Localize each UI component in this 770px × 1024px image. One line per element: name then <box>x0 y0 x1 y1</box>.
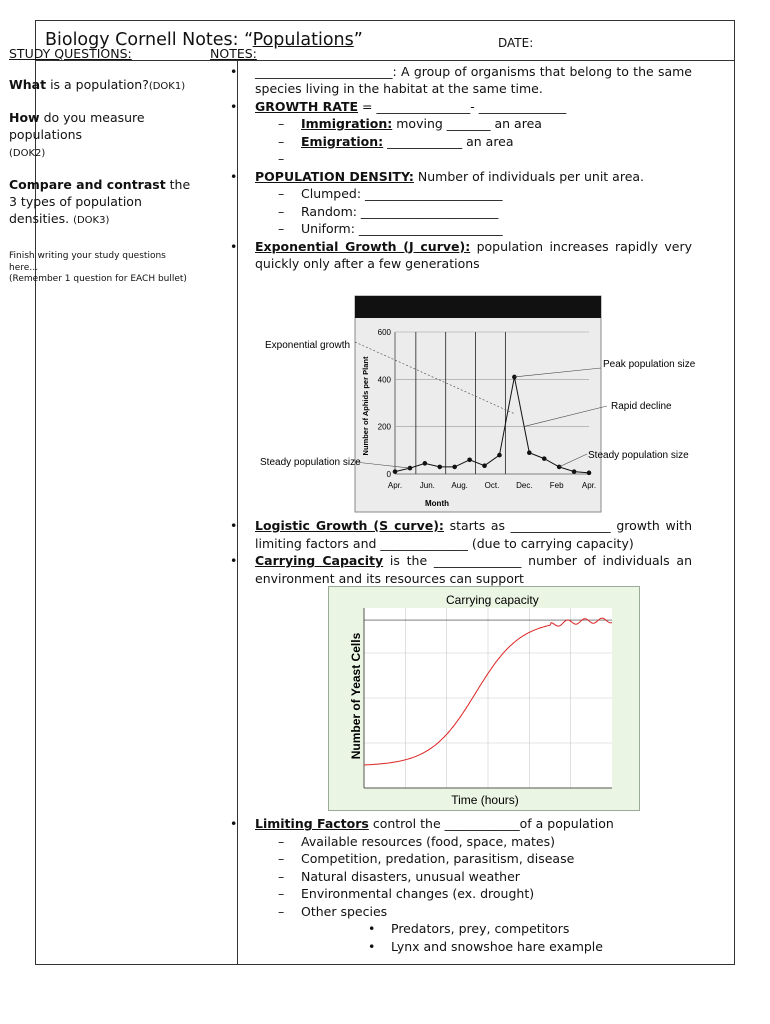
chart1-panel <box>355 296 601 512</box>
chart1-xlabel: Month <box>425 499 449 508</box>
note-immigration: – Immigration: moving _______ an area <box>255 115 692 133</box>
limiting-factor-item: – Available resources (food, space, mates) <box>255 833 692 851</box>
topic-title: Populations <box>252 30 354 50</box>
notes-heading: NOTES: <box>210 46 257 61</box>
chart1-ytick: 400 <box>377 375 391 385</box>
question-1: What is a population?(DOK1) <box>9 77 186 92</box>
chart1-xtick: Feb <box>549 481 564 490</box>
chart1-point <box>482 463 487 468</box>
note-growth-rate: • GROWTH RATE = _______________- ______________ – Immigration: moving _______ an area – Emigration: ____________ an area – <box>210 98 692 168</box>
chart1-xtick: Apr. <box>387 481 403 490</box>
chart2-xlabel: Time (hours) <box>451 793 519 807</box>
limiting-factor-item: – Other species • Predators, prey, competitors • Lynx and snowshoe hare example <box>255 903 692 956</box>
limiting-factor-item: – Natural disasters, unusual weather <box>255 868 692 886</box>
note-carrying-capacity: • Carrying Capacity is the ______________ number of individuals an environment and its resources can support <box>210 552 692 587</box>
chart1-ylabel: Number of Aphids per Plant <box>361 356 370 456</box>
study-questions-heading: STUDY QUESTIONS: <box>9 46 132 61</box>
chart1-point <box>527 450 532 455</box>
chart1-ytick: 200 <box>377 422 391 432</box>
chart1-point <box>423 461 428 466</box>
limiting-factor-subitem: • Lynx and snowshoe hare example <box>301 938 692 956</box>
chart1-ytick: 0 <box>386 470 391 479</box>
aphid-population-chart <box>255 296 696 514</box>
chart1-xtick: Jun. <box>419 481 435 490</box>
chart1-xtick: Oct. <box>484 481 500 490</box>
chart1-xtick: Apr. <box>581 481 597 490</box>
note-random: – Random: ______________________ <box>255 203 692 221</box>
annot-steady-left: Steady population size <box>260 457 361 468</box>
limiting-factor-item: – Competition, predation, parasitism, disease <box>255 850 692 868</box>
chart2-ylabel: Number of Yeast Cells <box>349 632 363 760</box>
annot-exponential: Exponential growth <box>265 340 351 351</box>
chart1-point <box>437 465 442 470</box>
note-clumped: – Clumped: ______________________ <box>255 185 692 203</box>
note-emigration: – Emigration: ____________ an area <box>255 133 692 151</box>
chart1-xtick: Dec. <box>516 481 533 490</box>
chart2-title: Carrying capacity <box>446 593 539 607</box>
annot-peak: Peak population size <box>603 359 696 370</box>
limiting-factors-section <box>210 815 692 955</box>
chart1-xtick: Aug. <box>451 481 468 490</box>
study-questions-column <box>9 45 195 286</box>
annot-steady-right: Steady population size <box>588 450 689 461</box>
chart1-point <box>542 456 547 461</box>
note-limiting-factors: • Limiting Factors control the ____________of a population – Available resources (food, space, mates) – Competition, predation, parasitism, disease – Natural disasters, unusual weather – Environmental changes (ex. drought) – Other species • Predators, prey, competitors • Lynx and snowshoe hare example <box>210 815 692 955</box>
chart1-ytick: 600 <box>377 328 391 337</box>
date-label: DATE: <box>498 36 534 50</box>
chart1-point <box>587 471 592 476</box>
annot-decline: Rapid decline <box>611 401 672 412</box>
note-blank <box>255 150 692 168</box>
chart1-point <box>497 453 502 458</box>
finish-instructions: Finish writing your study questions here… (Remember 1 question for EACH bullet) <box>9 251 187 284</box>
yeast-carrying-capacity-chart <box>328 586 640 811</box>
note-exponential: • Exponential Growth (J curve): population increases rapidly very quickly only after a few generations <box>210 238 692 273</box>
note-density: • POPULATION DENSITY: Number of individuals per unit area. – Clumped: ______________________ – Random: ______________________ – Uniform: _______________________ <box>210 168 692 238</box>
notes-column <box>210 45 692 273</box>
limiting-factor-subitem: • Predators, prey, competitors <box>301 920 692 938</box>
note-uniform: – Uniform: _______________________ <box>255 220 692 238</box>
logistic-section <box>210 517 692 587</box>
chart1-point <box>572 469 577 474</box>
note-population: • ______________________: A group of organisms that belong to the same species living in the habitat at the same time. <box>210 63 692 98</box>
note-logistic: • Logistic Growth (S curve): starts as ________________ growth with limiting factors and ______________ (due to carrying capacity) <box>210 517 692 552</box>
question-2: How do you measure populations (DOK2) <box>9 110 145 159</box>
limiting-factor-item: – Environmental changes (ex. drought) <box>255 885 692 903</box>
page-title: Biology Cornell Notes: “Populations” <box>45 30 363 50</box>
chart1-header-bar <box>355 296 601 318</box>
chart1-point <box>393 469 398 474</box>
chart1-point <box>452 465 457 470</box>
question-3: Compare and contrast the 3 types of population densities. (DOK3) <box>9 177 191 226</box>
chart1-point <box>467 458 472 463</box>
